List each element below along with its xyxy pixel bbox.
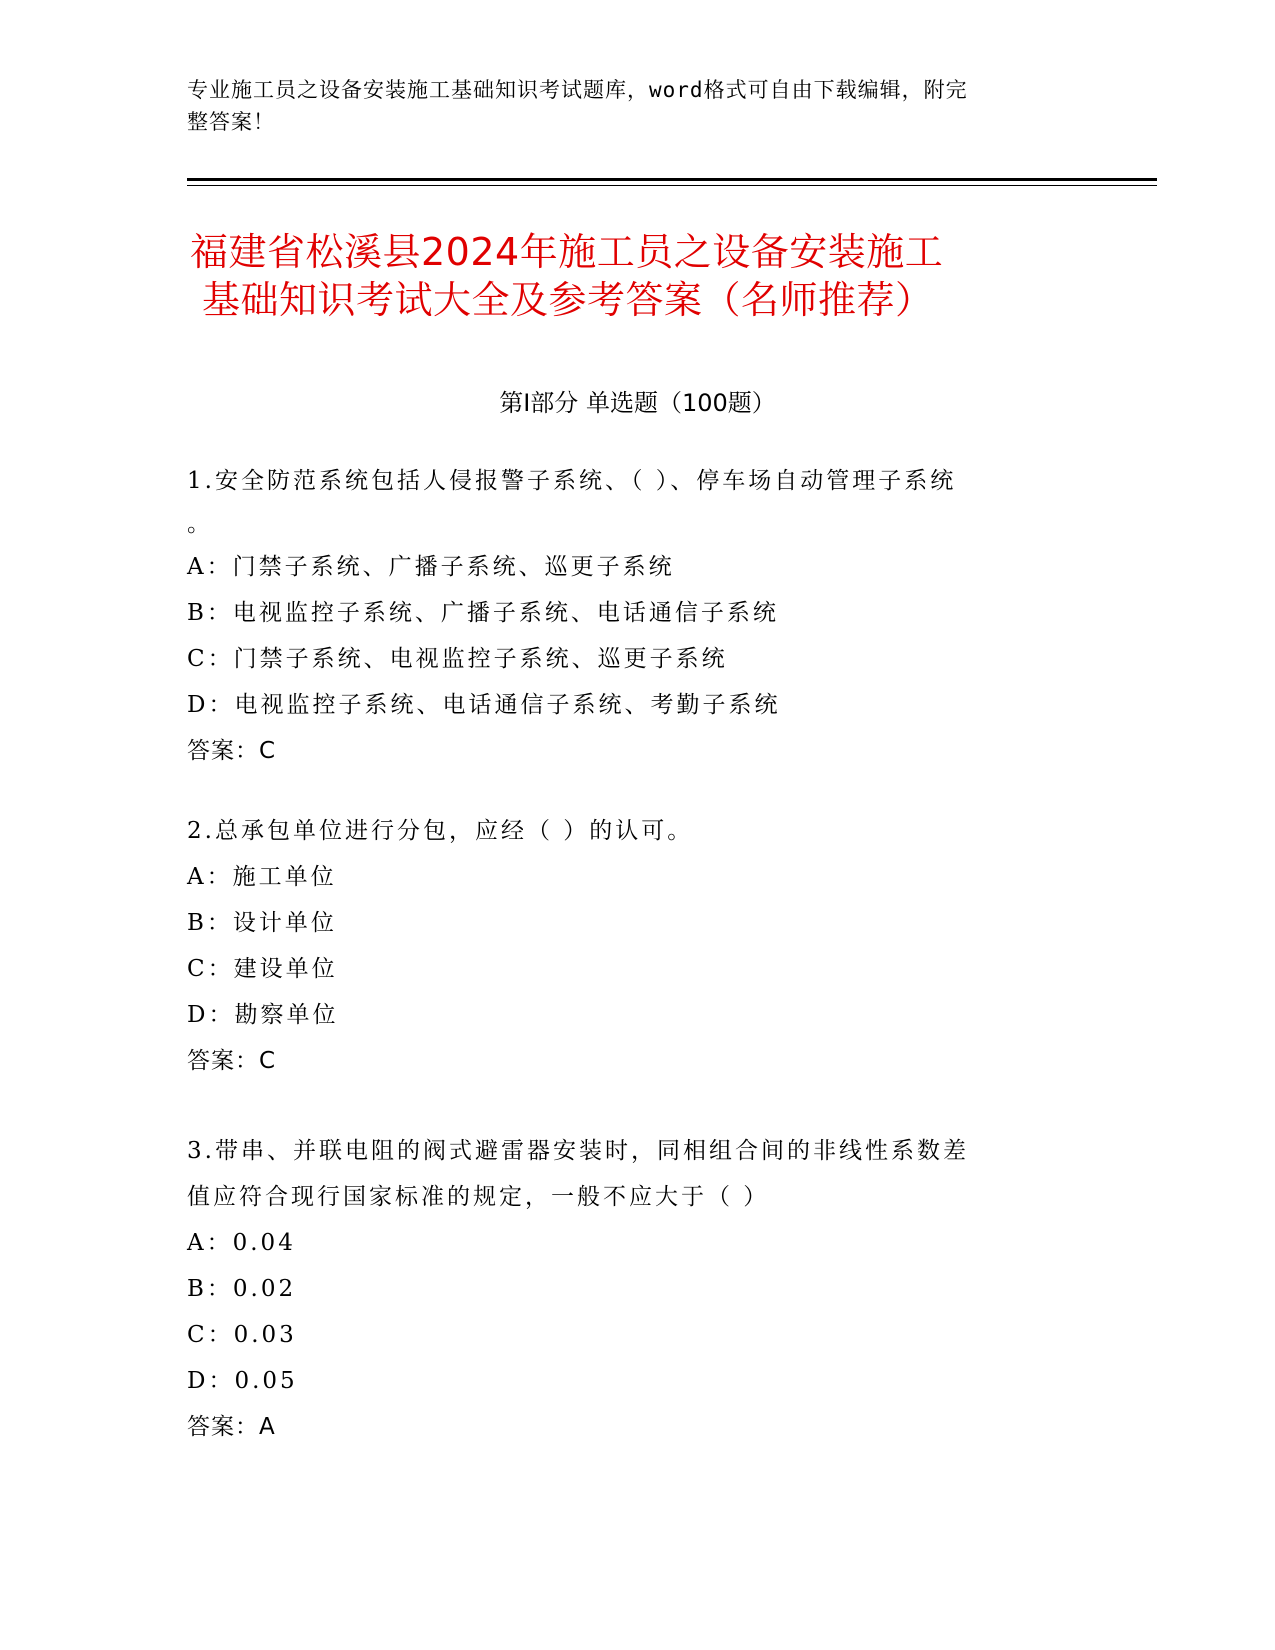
question-3-option-c: C：0.03 <box>187 1322 297 1348</box>
question-2-stem-line-1: 2.总承包单位进行分包，应经（ ）的认可。 <box>187 818 694 844</box>
question-1-option-d: D：电视监控子系统、电话通信子系统、考勤子系统 <box>187 692 781 718</box>
question-3 <box>187 1128 1087 1450</box>
question-3-stem-line-1: 3.带串、并联电阻的阀式避雷器安装时，同相组合间的非线性系数差 <box>187 1138 969 1164</box>
question-3-option-a: A：0.04 <box>187 1230 296 1256</box>
question-2-option-a: A：施工单位 <box>187 864 337 890</box>
document-title-line-1: 福建省松溪县2024年施工员之设备安装施工 <box>190 230 944 274</box>
header-note <box>187 74 1067 138</box>
question-3-option-b: B：0.02 <box>187 1276 297 1302</box>
question-2 <box>187 808 1087 1084</box>
document-title-line-2: 基础知识考试大全及参考答案（名师推荐） <box>202 278 934 322</box>
question-1 <box>187 458 1087 774</box>
question-1-answer: 答案：C <box>187 738 277 764</box>
question-3-option-d: D：0.05 <box>187 1368 298 1394</box>
header-divider-thin <box>187 185 1157 186</box>
question-1-stem-line-1: 1.安全防范系统包括人侵报警子系统、（ ）、停车场自动管理子系统 <box>187 468 957 494</box>
header-note-line-2: 整答案！ <box>187 110 275 134</box>
section-heading: 第Ⅰ部分 单选题（100题） <box>499 389 776 417</box>
question-2-option-d: D：勘察单位 <box>187 1002 339 1028</box>
question-1-option-a: A：门禁子系统、广播子系统、巡更子系统 <box>187 554 675 580</box>
question-3-stem-line-2: 值应符合现行国家标准的规定，一般不应大于（ ） <box>187 1184 770 1210</box>
question-2-option-b: B：设计单位 <box>187 910 337 936</box>
question-1-stem-line-2: 。 <box>187 511 213 537</box>
header-divider-thick <box>187 178 1157 181</box>
question-2-answer: 答案：C <box>187 1048 277 1074</box>
question-1-option-b: B：电视监控子系统、广播子系统、电话通信子系统 <box>187 600 779 626</box>
header-note-line-1: 专业施工员之设备安装施工基础知识考试题库，word格式可自由下载编辑，附完 <box>187 78 968 102</box>
question-3-answer: 答案：A <box>187 1414 276 1440</box>
document-title <box>190 228 1090 324</box>
question-1-option-c: C：门禁子系统、电视监控子系统、巡更子系统 <box>187 646 728 672</box>
question-2-option-c: C：建设单位 <box>187 956 338 982</box>
